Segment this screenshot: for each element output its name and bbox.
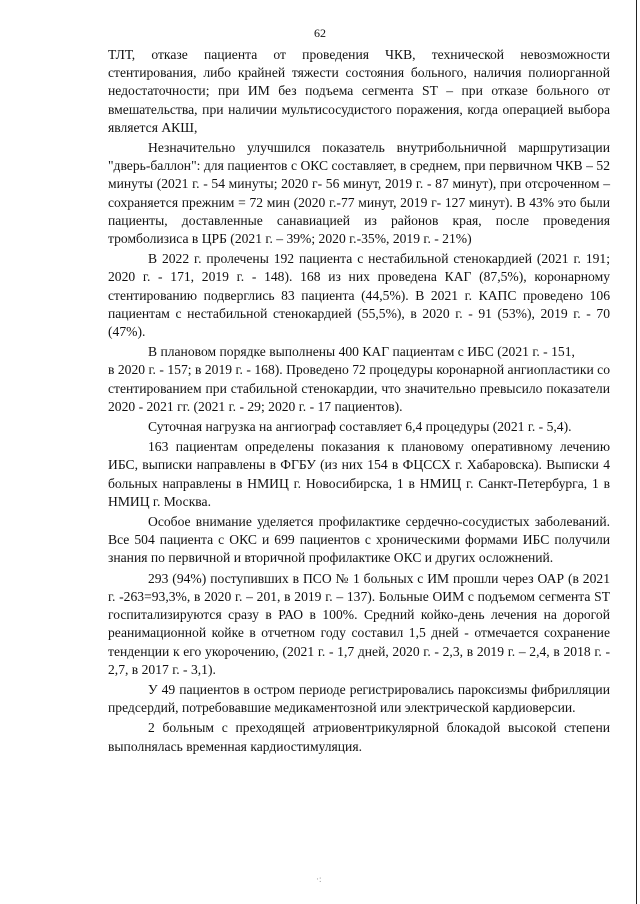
paragraph: Незначительно улучшился показатель внутрибольничной маршрутизации "дверь-баллон": для пациентов с ОКС составляет, в среднем, при первичном ЧКВ – 52 минуты (2021 г. - 54 минуты; 2020 г- 56 минут, 2019 г. - 87 минут), при отсроченном – сохраняется прежним = 72 мин (2020 г.-77 минут, 2019 г- 127 минут). В 43% это были пациенты, доставленные санавиацией из районов края, после проведения тромболизиса в ЦРБ (2021 г. – 39%; 2020 г.-35%, 2019 г. - 21%) (108, 140, 610, 247)
paragraph: Суточная нагрузка на ангиограф составляет 6,4 процедуры (2021 г. - 5,4). (148, 419, 572, 435)
paragraph: 2 больным с преходящей атриовентрикулярной блокадой высокой степени выполнялась временная кардиостимуляция. (108, 720, 610, 754)
paragraph: В 2022 г. пролечены 192 пациента с нестабильной стенокардией (2021 г. 191; 2020 г. - 171, 2019 г. - 148). 168 из них проведена КАГ (87,5%), коронарному стентированию подверглись 83 пациента (44,5%). В 2021 г. КАПС проведено 106 пациентам с нестабильной стенокардией (55,5%), в 2020 г. - 91 (53%), 2019 г. - 70 (47%). (108, 251, 610, 340)
scan-edge-line (636, 0, 638, 904)
paragraph: в 2020 г. - 157; в 2019 г. - 168). Проведено 72 процедуры коронарной ангиопластики со стентированием при стабильной стенокардии, что значительно превысило показатели 2020 - 2021 гг. (2021 г. - 29; 2020 г. - 17 пациентов). (108, 362, 610, 414)
paragraph: Особое внимание уделяется профилактике сердечно-сосудистых заболеваний. Все 504 пациента с ОКС и 699 пациентов с хроническими формами ИБС получили знания по первичной и вторичной профилактике ОКС и других осложнений. (108, 514, 610, 566)
paragraph: ТЛТ, отказе пациента от проведения ЧКВ, технической невозможности стентирования, либо крайней тяжести состояния больного, наличия полиорганной недостаточности; при ИМ без подъема сегмента ST – при отказе больного от вмешательства, при наличии мультисосудистого поражения, когда операцией выбора является АКШ, (108, 47, 610, 135)
page-number: 62 (314, 26, 326, 40)
document-body (108, 46, 610, 758)
paragraph: 293 (94%) поступивших в ПСО № 1 больных с ИМ прошли через ОАР (в 2021 г. -263=93,3%, в 2020 г. – 201, в 2019 г. – 137). Больные ОИМ с подъемом сегмента ST госпитализируются сразу в РАО в 100%. Средний койко-день лечения на дорогой реанимационной койке в отчетном году составил 1,5 дней - отмечается сохранение тенденции к его укорочению, (2021 г. - 1,7 дней, 2020 г. - 2,3, в 2019 г. – 2,4, в 2018 г. - 2,7, в 2017 г. - 3,1). (108, 570, 610, 677)
paragraph: У 49 пациентов в остром периоде регистрировались пароксизмы фибрилляции предсердий, потребовавшие медикаментозной или электрической кардиоверсии. (108, 681, 610, 716)
scan-artifact-mark: ·: (316, 874, 322, 884)
paragraph: В плановом порядке выполнены 400 КАГ пациентам с ИБС (2021 г. - 151, (148, 344, 575, 360)
paragraph: 163 пациентам определены показания к плановому оперативному лечению ИБС, выписки направлены в ФГБУ (из них 154 в ФЦССХ г. Хабаровска). Выписки 4 больных направлены в НМИЦ г. Новосибирска, 1 в НМИЦ г. Санкт-Петербурга, 1 в НМИЦ г. Москва. (108, 439, 610, 509)
